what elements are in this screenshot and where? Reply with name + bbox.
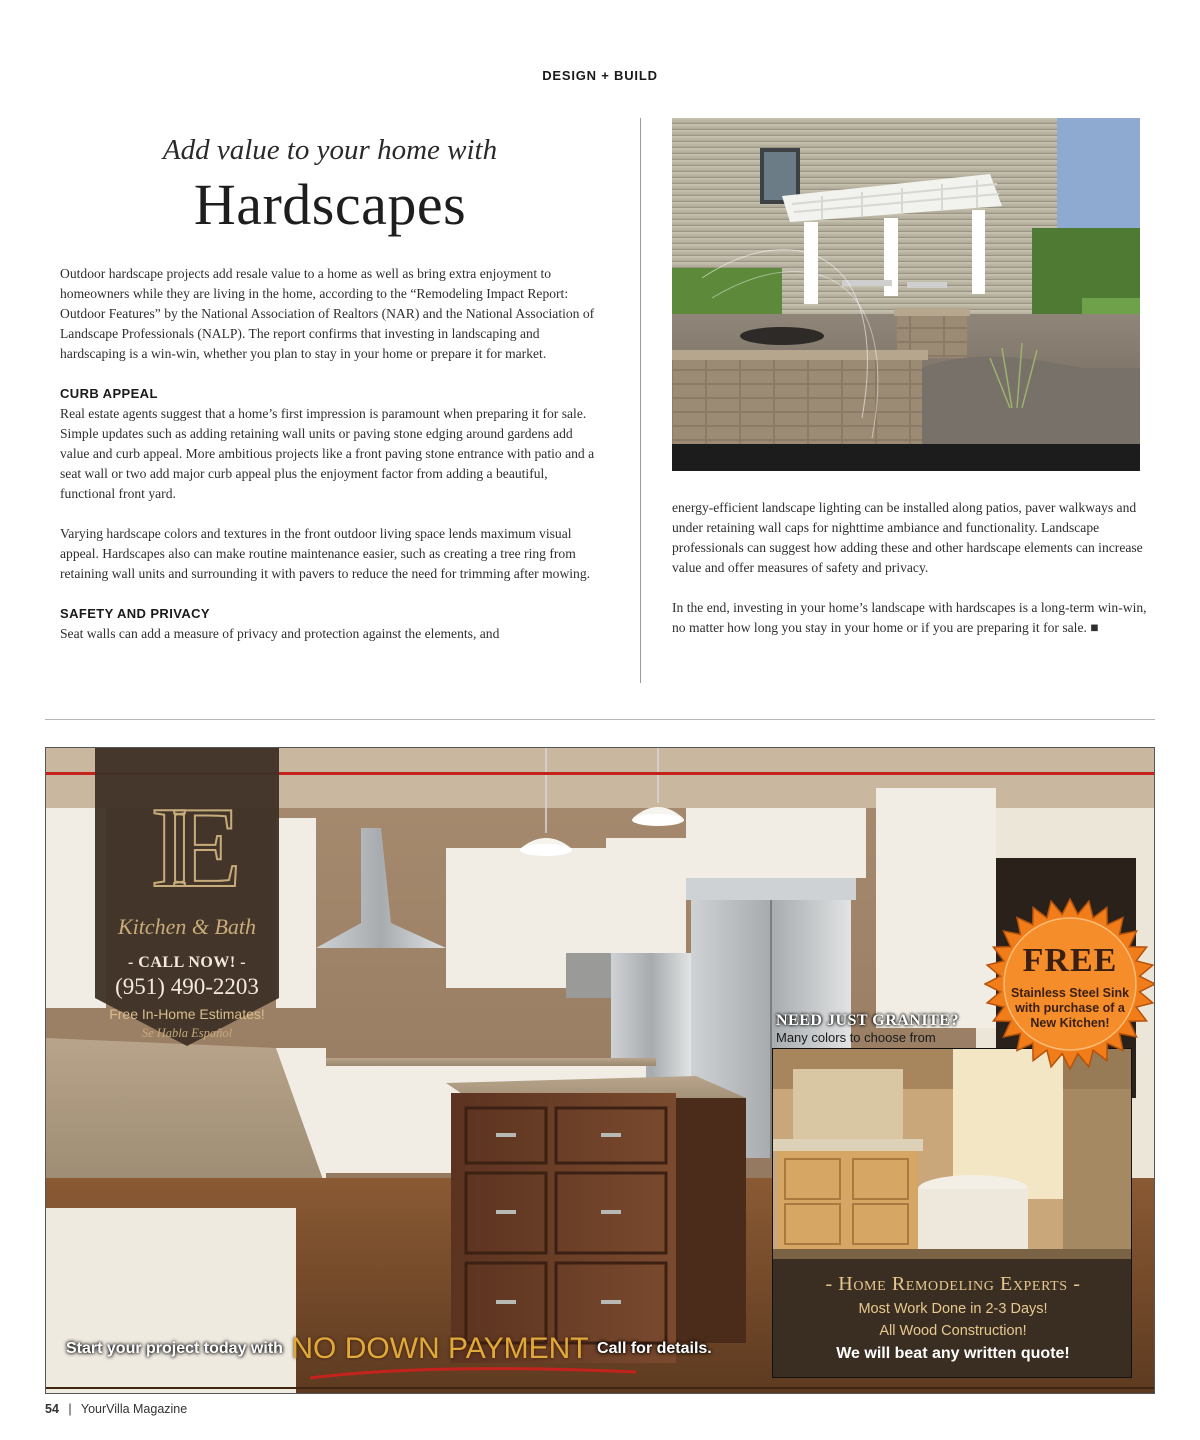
granite-subtitle: Many colors to choose from [776,1030,936,1045]
free-sink-starburst [984,898,1155,1070]
espanol-label: Se Habla Español [141,1026,233,1040]
article-body [60,264,600,644]
safety-paragraph-continued: energy-efficient landscape lighting can be installed along patios, paver walkways and under retaining wall caps for nighttime ambiance and functionality. Landscape professionals can suggest how adding these and other hardscape elements can increase value and offer measures of safety and privacy. [672,500,1143,575]
safety-privacy-heading: SAFETY AND PRIVACY [60,606,210,621]
footer-separator: | [68,1402,72,1416]
pergola-patio-photo [672,118,1140,471]
article-left-column [60,130,600,644]
closing-paragraph: In the end, investing in your home’s landscape with hardscapes is a long-term win-win, no matter how long you stay in your home or if you are preparing it for sale. ■ [672,600,1147,635]
footer-post-text: Call for details. [597,1340,712,1357]
call-now-label: - CALL NOW! - [127,954,247,971]
safety-paragraph: Seat walls can add a measure of privacy and protection against the elements, and [60,626,500,641]
starburst-icon [984,898,1155,1070]
article-right-column [672,498,1150,638]
article-kicker: Add value to your home with [162,134,498,166]
logo-subtitle: Kitchen & Bath [117,914,257,939]
logo-monogram: IE [150,784,224,912]
column-divider [640,118,641,683]
page-divider [45,719,1155,720]
article-headline: Hardscapes [193,172,467,237]
kitchen-bath-advertisement [45,747,1155,1394]
curb-appeal-paragraph-2: Varying hardscape colors and textures in the front outdoor living space lends maximum visual appeal. Hardscapes also can make routine maintenance easier, such as creating a tree ring from retaining wall units and surrounding it with pavers to reduce the need for trimming after mowing. [60,526,591,581]
no-down-payment-text: NO DOWN PAYMENT [291,1332,589,1365]
estimates-label: Free In-Home Estimates! [109,1006,265,1022]
curb-appeal-heading: CURB APPEAL [60,386,158,401]
remodel-line-2: All Wood Construction! [879,1323,1027,1339]
page-footer [45,1402,187,1416]
curb-appeal-paragraph-1: Real estate agents suggest that a home’s first impression is paramount when preparing it for sale. Simple updates such as adding retaining wall units or paving stone edging around gardens add value and curb appeal. More ambitious projects like a front paving stone entrance with patio and a seat wall or two add major curb appeal plus the enjoyment factor from adding a beautiful, functional front yard. [60,406,595,501]
publication-name: YourVilla Magazine [80,1402,188,1416]
footer-pre-text: Start your project today with [66,1340,283,1357]
bathroom-inset [772,1048,1132,1378]
remodel-line-1: Most Work Done in 2-3 Days! [858,1301,1048,1317]
ad-footer-line [66,1332,712,1366]
intro-paragraph: Outdoor hardscape projects add resale value to a home as well as bring extra enjoyment to homeowners while they are living in the home, according to the “Remodeling Impact Report: Outdoor Features” by the National Association of Realtors (NAR) and the National Association of Landscape Professionals (NALP). The report confirms that investing in landscaping and hardscaping is a win-win, whether you plan to stay in your home or prepare it for market. [60,266,595,361]
section-label: DESIGN + BUILD [542,68,658,83]
granite-title: NEED JUST GRANITE? [776,1012,959,1029]
burst-title: FREE [1022,942,1118,979]
remodel-line-3: We will beat any written quote! [836,1345,1070,1362]
logo-banner [95,748,279,1046]
remodel-title: - Home Remodeling Experts - [825,1273,1081,1295]
burst-text: Stainless Steel Sink with purchase of a New Kitchen! [1010,986,1130,1030]
phone-number: (951) 490-2203 [115,974,259,999]
page-number: 54 [45,1402,59,1416]
swoosh-underline [308,1366,638,1382]
